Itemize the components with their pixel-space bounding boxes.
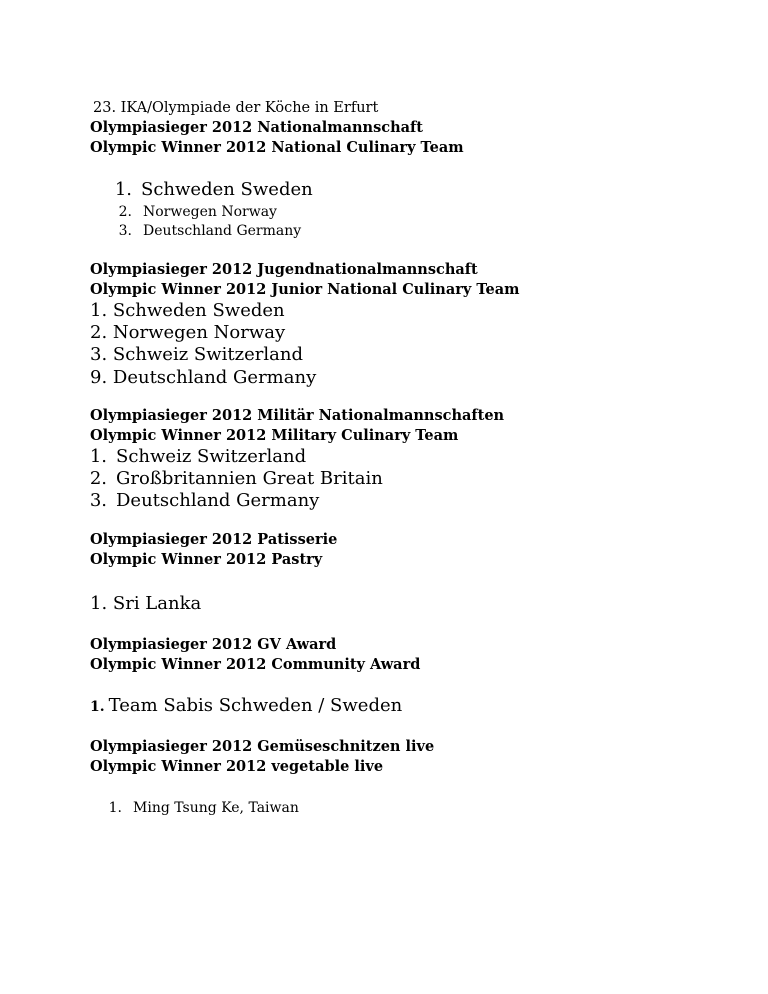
list-item-number: 1. <box>89 446 107 467</box>
section-heading-de: Olympiasieger 2012 Jugendnationalmannschaft <box>90 261 478 278</box>
list-item-text: Großbritannien Great Britain <box>116 468 383 489</box>
section-heading-en: Olympic Winner 2012 Community Award <box>90 656 421 673</box>
list-item-number: 3. <box>118 223 132 239</box>
list-item <box>85 470 383 488</box>
list-item-number: 1. <box>114 179 132 200</box>
list-item-text: Deutschland Germany <box>143 223 302 239</box>
list-item-number: 2. <box>118 204 132 220</box>
section-heading-en: Olympic Winner 2012 Military Culinary Team <box>90 427 459 444</box>
list-item-text: Schweden Sweden <box>141 179 313 200</box>
list-item-text: Team Sabis Schweden / Sweden <box>108 695 403 716</box>
document-intro: 23. IKA/Olympiade der Köche in Erfurt <box>93 100 379 116</box>
list-item-number: 1. <box>90 699 105 715</box>
list-item <box>85 448 306 466</box>
section-heading-de: Olympiasieger 2012 Militär Nationalmannschaften <box>90 407 505 424</box>
section-heading-de: Olympiasieger 2012 Nationalmannschaft <box>90 119 423 136</box>
list-item-text: Deutschland Germany <box>116 490 320 511</box>
section-heading-de: Olympiasieger 2012 Patisserie <box>90 531 338 548</box>
section-heading-de: Olympiasieger 2012 GV Award <box>90 636 337 653</box>
list-item-text: Schweiz Switzerland <box>116 446 307 467</box>
list-item: 2. Norwegen Norway <box>90 322 286 343</box>
list-item <box>110 181 313 199</box>
list-item: 9. Deutschland Germany <box>90 367 317 388</box>
list-item <box>90 697 402 715</box>
list-item <box>110 224 301 238</box>
section-heading-en: Olympic Winner 2012 Pastry <box>90 551 323 568</box>
section-heading-en: Olympic Winner 2012 vegetable live <box>90 758 384 775</box>
list-item-number: 1. <box>108 800 122 816</box>
list-item-number: 3. <box>89 490 107 511</box>
section-heading-en: Olympic Winner 2012 Junior National Culinary Team <box>90 281 520 298</box>
list-item-text: Ming Tsung Ke, Taiwan <box>133 800 299 816</box>
list-item <box>85 492 319 510</box>
list-item: 1. Sri Lanka <box>90 593 202 614</box>
list-item-text: Norwegen Norway <box>143 204 277 220</box>
list-item: 3. Schweiz Switzerland <box>90 344 303 365</box>
list-item <box>100 801 299 815</box>
section-heading-en: Olympic Winner 2012 National Culinary Team <box>90 139 464 156</box>
list-item: 1. Schweden Sweden <box>90 300 285 321</box>
list-item-number: 2. <box>89 468 107 489</box>
list-item <box>110 205 277 219</box>
section-heading-de: Olympiasieger 2012 Gemüseschnitzen live <box>90 738 435 755</box>
